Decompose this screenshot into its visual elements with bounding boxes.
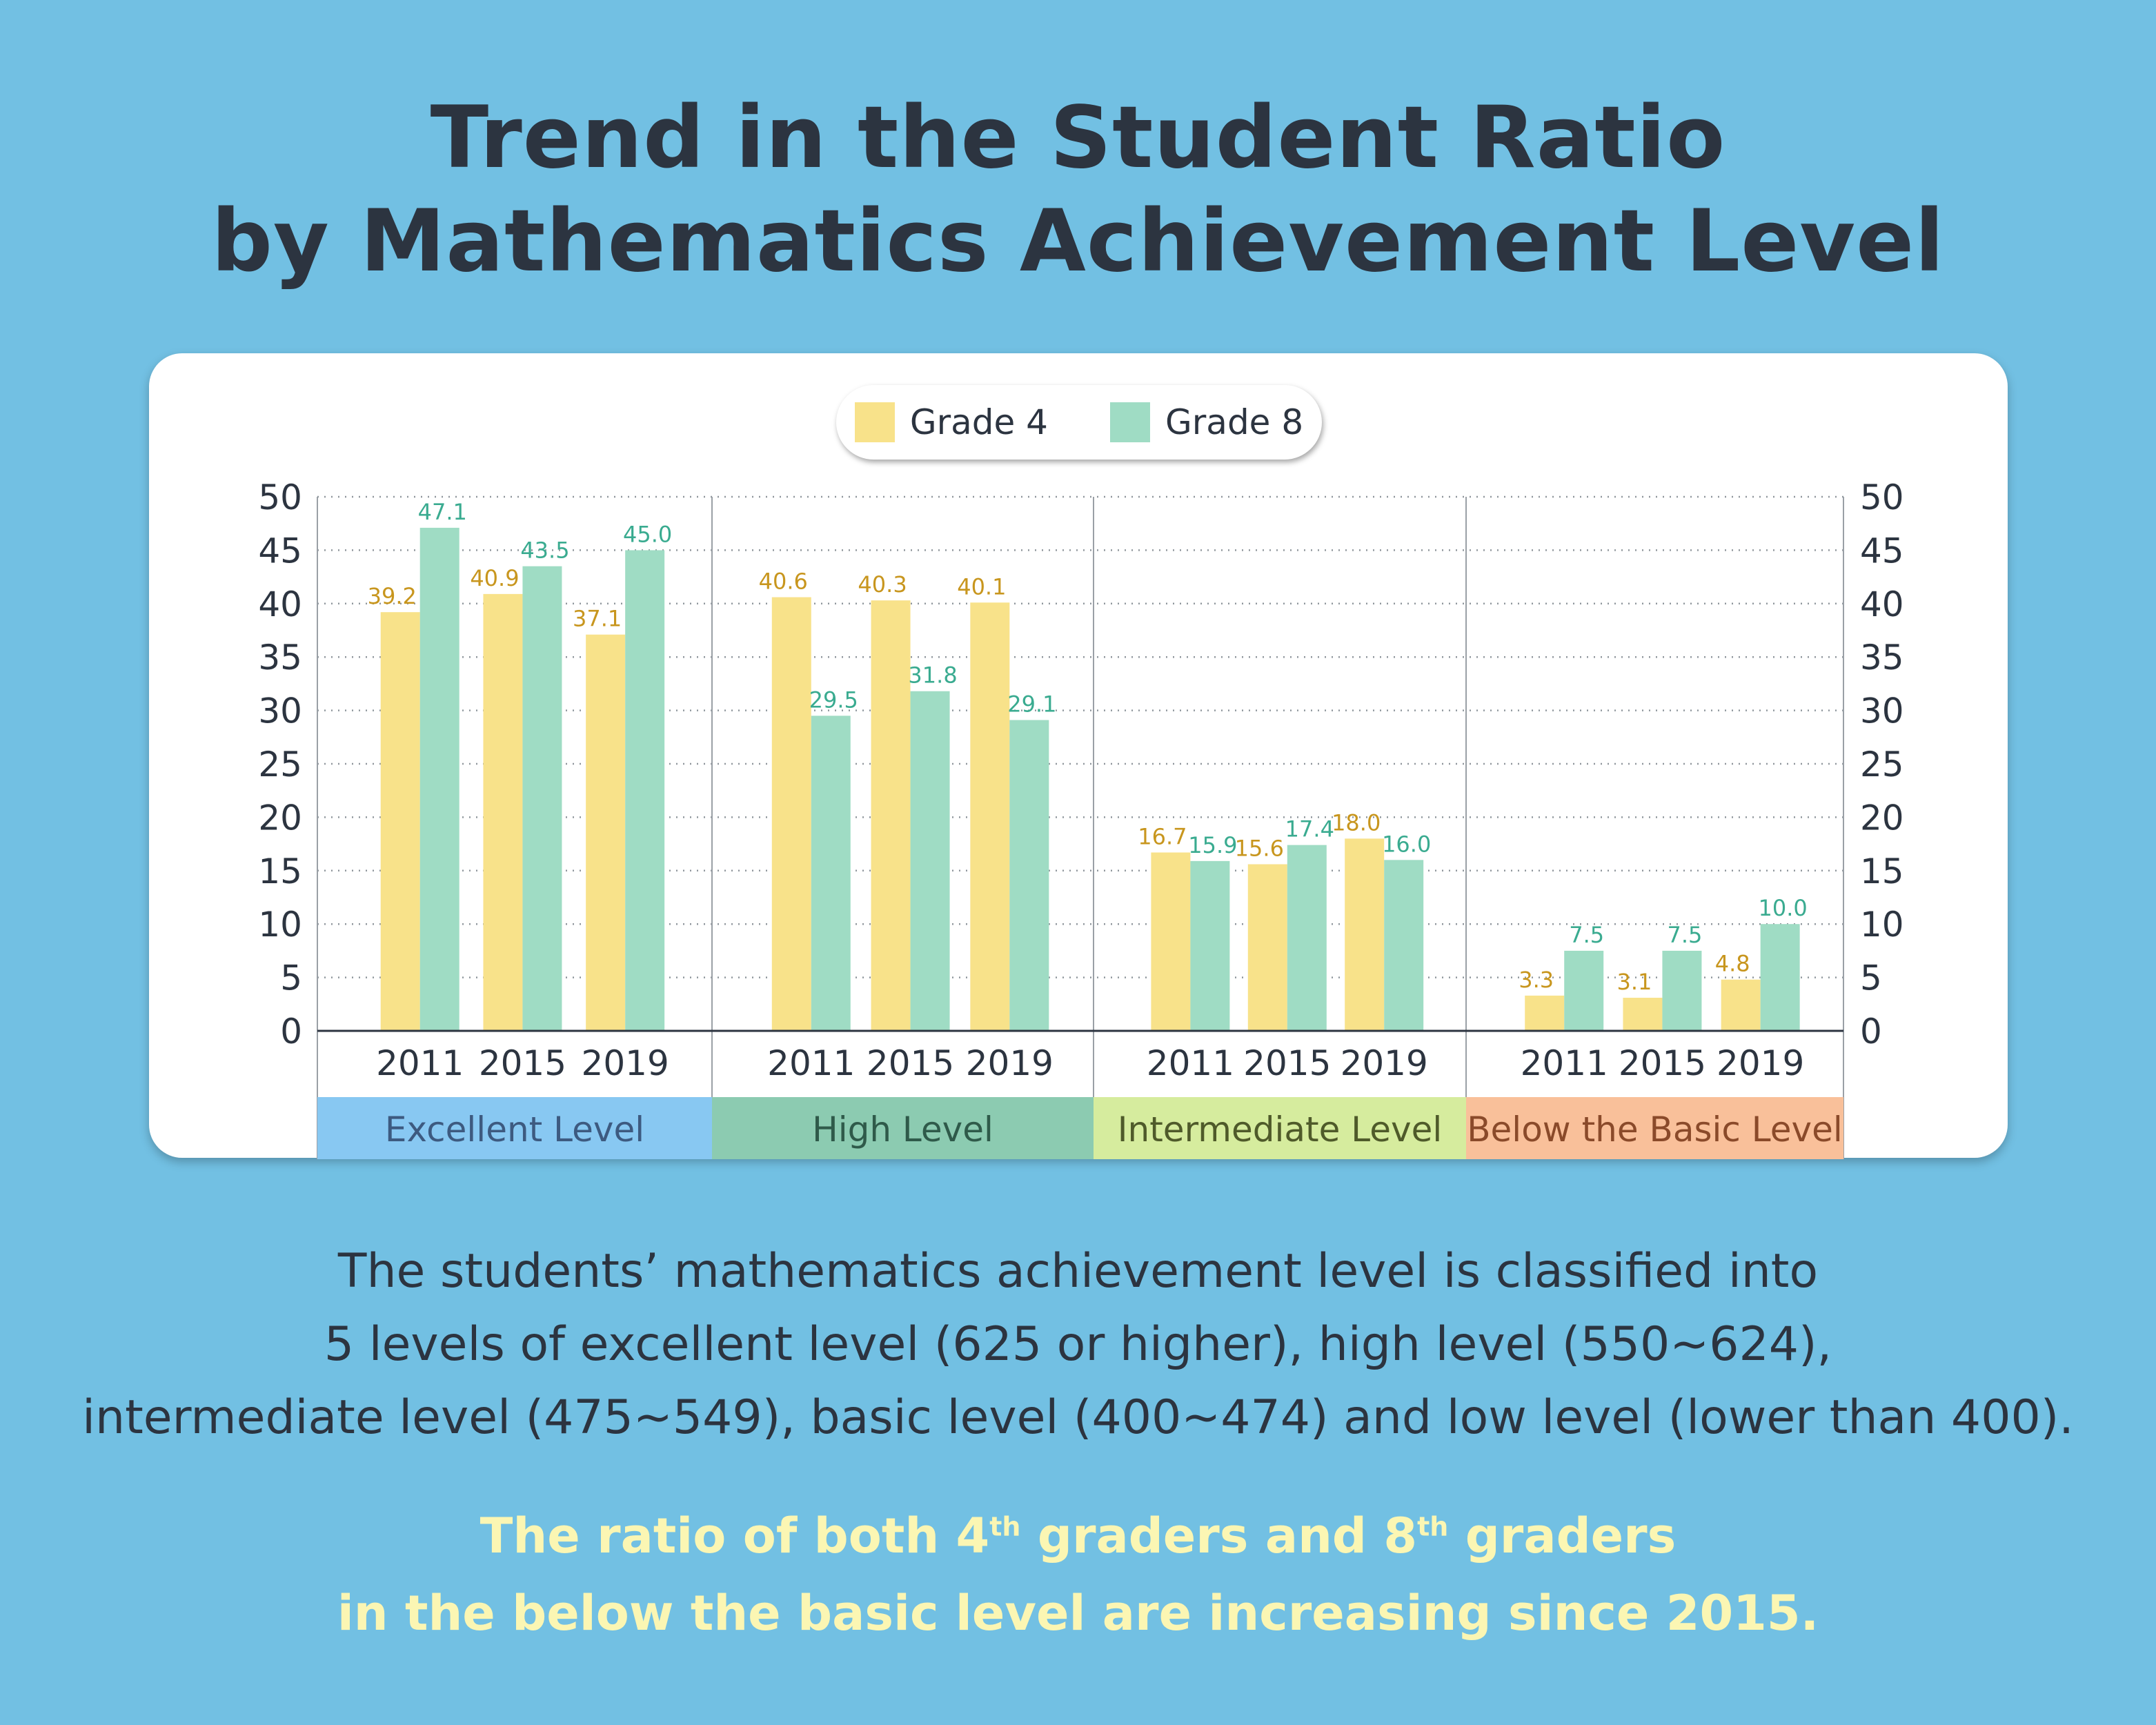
level-band-label: Intermediate Level: [1117, 1110, 1443, 1150]
level-band-label: Excellent Level: [384, 1110, 645, 1150]
legend-label-grade4: Grade 4: [909, 402, 1048, 442]
bar-grade8: [1287, 845, 1327, 1031]
x-tick-label: 2019: [1340, 1043, 1428, 1083]
y-tick-label-right: 25: [1860, 745, 1904, 785]
legend-item-grade4: [855, 402, 1048, 442]
x-tick-label: 2011: [1146, 1043, 1235, 1083]
legend-label-grade8: Grade 8: [1165, 402, 1304, 442]
bar-grade4: [1525, 996, 1564, 1031]
data-label-grade8: 29.1: [1007, 691, 1057, 718]
description-line-1: The students’ mathematics achievement level is classified into: [337, 1244, 1819, 1299]
y-tick-label-right: 15: [1860, 851, 1904, 891]
y-tick-label-right: 20: [1860, 798, 1904, 838]
data-label-grade4: 40.3: [858, 571, 907, 598]
bar-grade4: [970, 602, 1009, 1031]
bar-grade4: [586, 635, 625, 1031]
bar-grade4: [1721, 980, 1761, 1031]
data-label-grade8: 17.4: [1285, 816, 1334, 842]
data-label-grade8: 7.5: [1667, 921, 1703, 948]
bar-grade4: [1151, 852, 1190, 1031]
bar-grade8: [1564, 951, 1603, 1031]
y-tick-label-left: 30: [258, 691, 302, 731]
x-tick-label: 2019: [965, 1043, 1054, 1083]
y-tick-label-right: 0: [1860, 1012, 1882, 1052]
bar-grade8: [1384, 860, 1423, 1031]
level-band-label: Below the Basic Level: [1467, 1110, 1843, 1150]
bar-grade8: [1662, 951, 1701, 1031]
data-label-grade8: 43.5: [520, 537, 570, 564]
highlight-line-2: in the below the basic level are increasing since 2015.: [337, 1585, 1819, 1642]
bar-grade4: [871, 600, 911, 1031]
x-tick-label: 2019: [1717, 1043, 1805, 1083]
level-band-label: High Level: [812, 1110, 993, 1150]
highlight-sup-1: th: [989, 1511, 1021, 1542]
bar-grade8: [522, 566, 562, 1031]
y-tick-label-right: 35: [1860, 638, 1904, 678]
highlight-note: [0, 1497, 2156, 1652]
bar-grade8: [1190, 861, 1229, 1031]
x-tick-label: 2015: [1243, 1043, 1332, 1083]
y-tick-label-left: 10: [258, 905, 302, 945]
x-tick-label: 2015: [1618, 1043, 1707, 1083]
y-tick-label-right: 5: [1860, 958, 1882, 998]
title-line-2: by Mathematics Achievement Level: [211, 192, 1945, 291]
y-tick-label-left: 35: [258, 638, 302, 678]
y-tick-label-left: 20: [258, 798, 302, 838]
legend-item-grade8: [1110, 402, 1303, 442]
data-label-grade4: 40.6: [758, 568, 808, 595]
y-tick-label-left: 50: [258, 477, 302, 518]
data-label-grade8: 10.0: [1758, 895, 1808, 922]
bar-grade8: [911, 691, 950, 1031]
data-label-grade8: 47.1: [417, 498, 467, 525]
highlight-text-a: The ratio of both 4: [479, 1508, 990, 1564]
y-tick-label-left: 45: [258, 531, 302, 571]
bar-grade8: [1761, 924, 1800, 1031]
x-tick-label: 2015: [478, 1043, 567, 1083]
bar-grade4: [772, 598, 811, 1031]
bar-grade8: [420, 528, 459, 1031]
data-label-grade8: 15.9: [1188, 831, 1238, 858]
data-label-grade4: 18.0: [1332, 809, 1381, 836]
y-tick-label-right: 50: [1860, 477, 1904, 518]
bar-grade4: [1623, 998, 1662, 1031]
data-label-grade8: 31.8: [908, 662, 958, 689]
data-label-grade8: 16.0: [1382, 831, 1432, 858]
data-label-grade4: 3.1: [1616, 969, 1652, 996]
data-label-grade8: 7.5: [1569, 921, 1605, 948]
bar-grade4: [1248, 865, 1287, 1031]
data-label-grade4: 39.2: [367, 583, 417, 610]
chart-legend: [836, 385, 1322, 460]
y-tick-label-right: 45: [1860, 531, 1904, 571]
data-label-grade4: 16.7: [1138, 823, 1187, 850]
legend-swatch-grade8: [1110, 402, 1150, 442]
x-tick-label: 2015: [866, 1043, 955, 1083]
x-tick-label: 2019: [581, 1043, 669, 1083]
y-tick-label-left: 25: [258, 745, 302, 785]
y-tick-label-right: 40: [1860, 584, 1904, 624]
x-tick-label: 2011: [767, 1043, 856, 1083]
bar-grade4: [483, 594, 522, 1031]
y-tick-label-left: 15: [258, 851, 302, 891]
bar-grade8: [1009, 720, 1049, 1031]
data-label-grade4: 40.1: [957, 573, 1007, 600]
y-tick-label-left: 0: [280, 1012, 302, 1052]
y-tick-label-right: 10: [1860, 905, 1904, 945]
highlight-line-1: [0, 1497, 2156, 1575]
legend-swatch-grade4: [855, 402, 895, 442]
bar-grade8: [625, 550, 664, 1031]
title-line-1: Trend in the Student Ratio: [430, 88, 1726, 188]
x-tick-label: 2011: [376, 1043, 464, 1083]
bar-grade4: [1345, 838, 1384, 1031]
bar-grade8: [811, 716, 851, 1031]
highlight-text-b: graders and 8: [1020, 1508, 1418, 1564]
highlight-sup-2: th: [1417, 1511, 1449, 1542]
y-tick-label-left: 5: [280, 958, 302, 998]
data-label-grade8: 29.5: [809, 687, 858, 713]
description: [0, 1235, 2156, 1455]
data-label-grade8: 45.0: [623, 521, 673, 548]
data-label-grade4: 15.6: [1234, 835, 1284, 862]
data-label-grade4: 40.9: [470, 564, 520, 591]
bar-grade4: [381, 612, 420, 1031]
description-line-3: intermediate level (475~549), basic level (400~474) and low level (lower than 400).: [82, 1390, 2074, 1445]
data-label-grade4: 37.1: [573, 605, 622, 632]
y-tick-label-right: 30: [1860, 691, 1904, 731]
data-label-grade4: 4.8: [1714, 950, 1750, 977]
y-tick-label-left: 40: [258, 584, 302, 624]
highlight-text-c: graders: [1448, 1508, 1677, 1564]
x-tick-label: 2011: [1520, 1043, 1608, 1083]
data-label-grade4: 3.3: [1519, 966, 1554, 993]
description-line-2: 5 levels of excellent level (625 or higher), high level (550~624),: [324, 1317, 1832, 1372]
